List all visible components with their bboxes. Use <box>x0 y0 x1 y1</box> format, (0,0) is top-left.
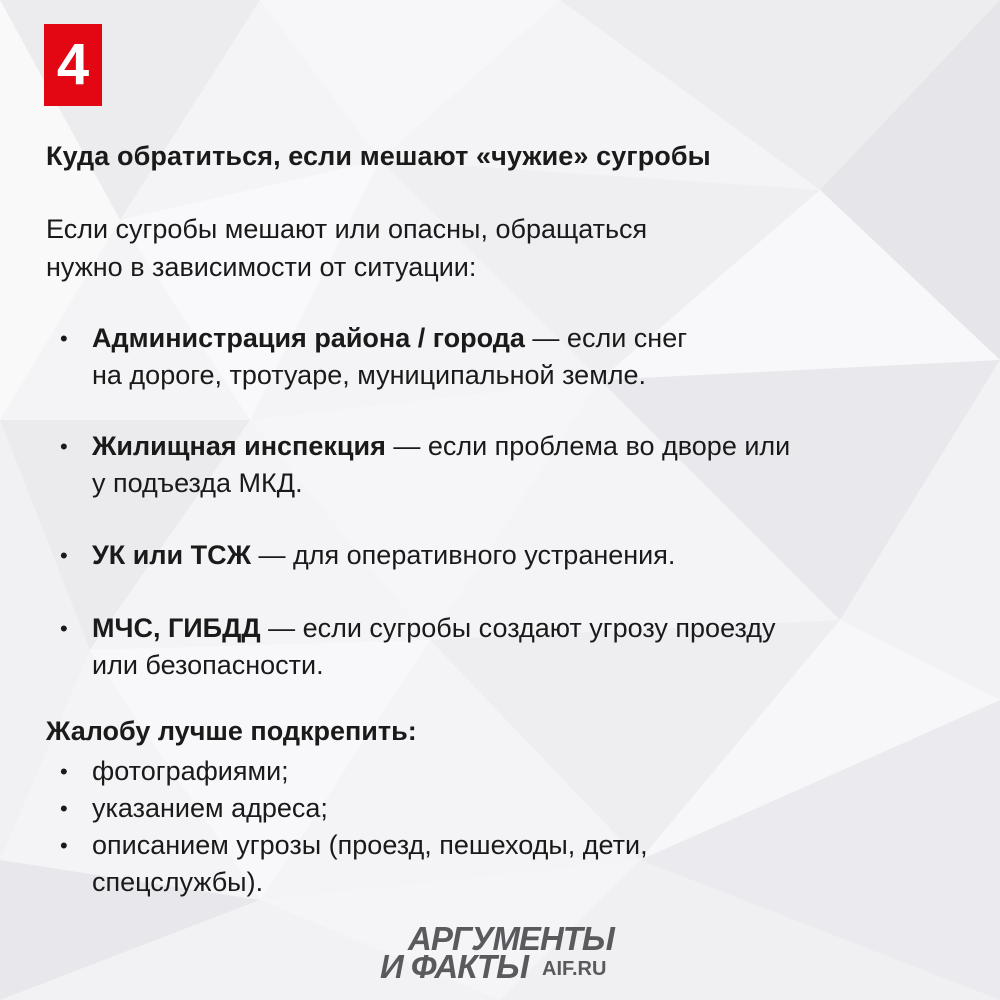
evidence-list <box>46 753 946 901</box>
contact-condition-continued: на дороге, тротуаре, муниципальной земле. <box>92 360 647 390</box>
bullet-icon: • <box>60 759 68 784</box>
bullet-icon: • <box>60 326 68 351</box>
aif-logo <box>380 920 640 985</box>
page-title: Куда обратиться, если мешают «чужие» сугробы <box>46 141 711 171</box>
bullet-icon: • <box>60 543 68 568</box>
list-item <box>46 537 956 574</box>
list-item <box>46 428 956 502</box>
evidence-item-text-continued: спецслужбы). <box>92 867 264 897</box>
slide-number-badge: 4 <box>44 24 102 106</box>
bullet-icon: • <box>60 796 68 821</box>
bullet-icon: • <box>60 616 68 641</box>
evidence-item-text: указанием адреса; <box>92 793 328 823</box>
contact-name: УК или ТСЖ <box>92 540 252 570</box>
list-item <box>46 790 946 827</box>
contact-condition-continued: у подъезда МКД. <box>92 468 303 498</box>
bullet-icon: • <box>60 434 68 459</box>
contact-condition: — если проблема во дворе или <box>385 431 791 461</box>
list-item <box>46 320 956 394</box>
bullet-icon: • <box>60 833 68 858</box>
contact-name: Администрация района / города <box>92 323 525 353</box>
intro-text <box>46 210 826 286</box>
contact-condition: — для оперативного устранения. <box>251 540 676 570</box>
evidence-heading: Жалобу лучше подкрепить: <box>46 716 417 746</box>
contact-condition: — если сугробы создают угрозу проезду <box>260 613 776 643</box>
contact-name: Жилищная инспекция <box>92 431 386 461</box>
list-item <box>46 753 946 790</box>
intro-line-2: нужно в зависимости от ситуации: <box>46 252 477 282</box>
contact-condition-continued: или безопасности. <box>92 650 324 680</box>
contact-condition: — если снег <box>524 323 688 353</box>
contact-name: МЧС, ГИБДД <box>92 613 261 643</box>
list-item <box>46 610 956 684</box>
list-item <box>46 827 946 901</box>
intro-line-1: Если сугробы мешают или опасны, обращаться <box>46 214 648 244</box>
evidence-item-text: описанием угрозы (проезд, пешеходы, дети, <box>92 830 648 860</box>
logo-line-1: АРГУМЕНТЫ <box>408 920 614 957</box>
logo-site: AIF.RU <box>542 958 607 980</box>
logo-line-2: И ФАКТЫ <box>380 948 529 985</box>
evidence-item-text: фотографиями; <box>92 756 289 786</box>
